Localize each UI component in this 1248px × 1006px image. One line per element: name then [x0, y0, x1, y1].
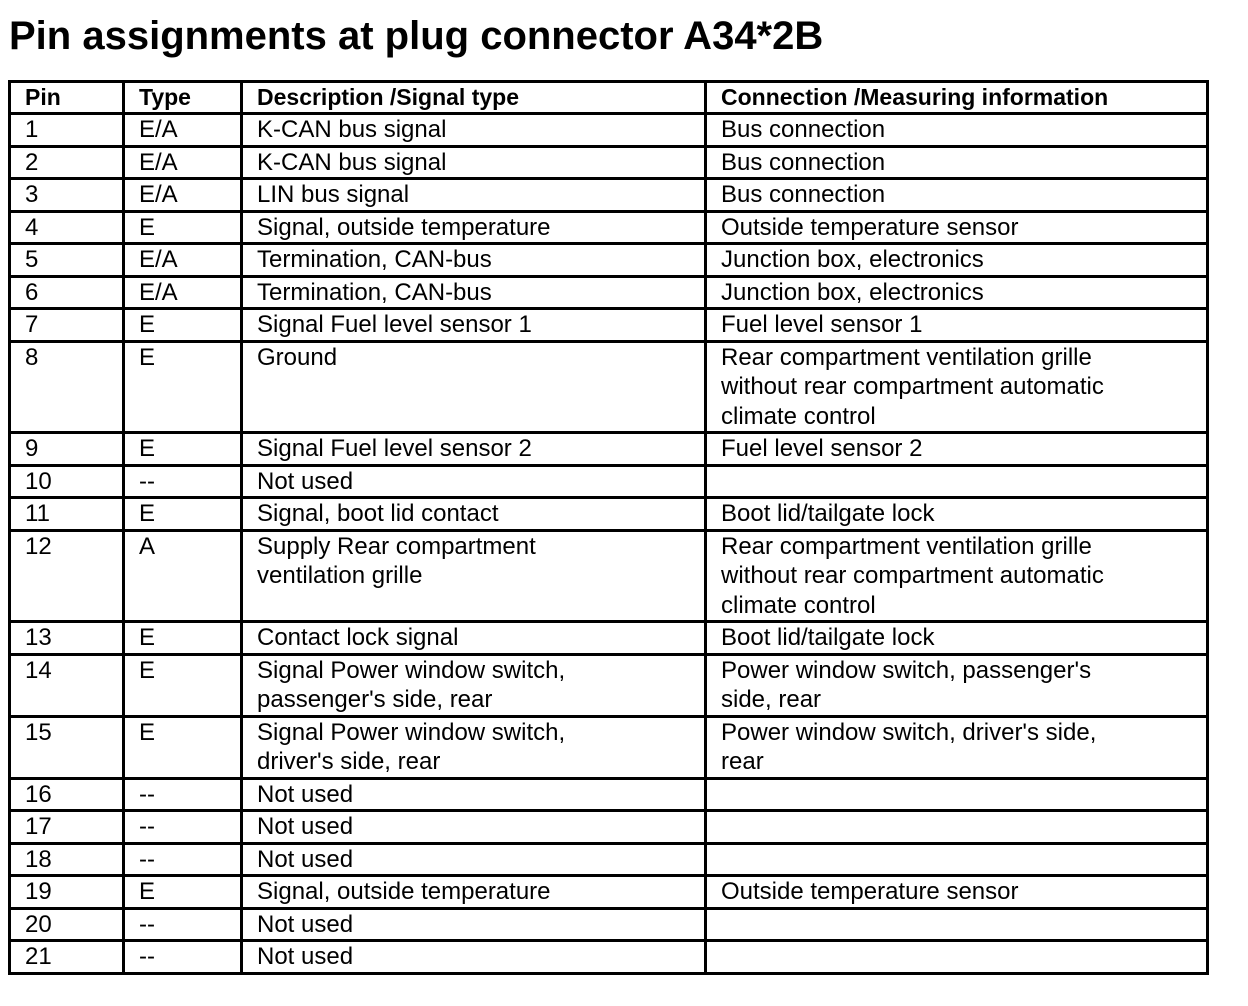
type-cell: -- — [124, 778, 242, 811]
table-row — [10, 876, 1208, 909]
pin-cell: 9 — [10, 433, 124, 466]
connection-cell: Boot lid/tailgate lock — [706, 622, 1208, 655]
description-cell: Signal Power window switch, driver's side, rear — [242, 716, 706, 778]
pin-cell: 12 — [10, 530, 124, 622]
pin-cell: 8 — [10, 341, 124, 433]
description-cell: K-CAN bus signal — [242, 114, 706, 147]
description-cell: Not used — [242, 908, 706, 941]
description-cell: Supply Rear compartment ventilation grille — [242, 530, 706, 622]
description-cell: Signal, boot lid contact — [242, 498, 706, 531]
pin-cell: 10 — [10, 465, 124, 498]
description-cell: Not used — [242, 778, 706, 811]
type-cell: -- — [124, 811, 242, 844]
table-row — [10, 211, 1208, 244]
table-row — [10, 465, 1208, 498]
table-row — [10, 843, 1208, 876]
pin-cell: 16 — [10, 778, 124, 811]
connection-cell: Bus connection — [706, 114, 1208, 147]
type-cell: E — [124, 309, 242, 342]
description-cell: Not used — [242, 465, 706, 498]
connection-cell: Bus connection — [706, 179, 1208, 212]
header-connection: Connection /Measuring information — [706, 82, 1208, 114]
table-row — [10, 654, 1208, 716]
description-cell: Signal Power window switch, passenger's side, rear — [242, 654, 706, 716]
type-cell: E — [124, 654, 242, 716]
table-row — [10, 341, 1208, 433]
type-cell: -- — [124, 843, 242, 876]
table-row — [10, 309, 1208, 342]
table-row — [10, 716, 1208, 778]
description-cell: Signal Fuel level sensor 1 — [242, 309, 706, 342]
pin-cell: 7 — [10, 309, 124, 342]
type-cell: -- — [124, 941, 242, 974]
description-cell: LIN bus signal — [242, 179, 706, 212]
type-cell: E/A — [124, 146, 242, 179]
pin-cell: 19 — [10, 876, 124, 909]
type-cell: E/A — [124, 114, 242, 147]
connection-cell: Outside temperature sensor — [706, 211, 1208, 244]
description-cell: Signal, outside temperature — [242, 876, 706, 909]
page-title: Pin assignments at plug connector A34*2B — [9, 14, 824, 58]
type-cell: E — [124, 498, 242, 531]
header-pin: Pin — [10, 82, 124, 114]
pin-cell: 14 — [10, 654, 124, 716]
header-description: Description /Signal type — [242, 82, 706, 114]
table-row — [10, 908, 1208, 941]
type-cell: E — [124, 433, 242, 466]
table-row — [10, 622, 1208, 655]
pin-assignment-table — [8, 80, 1209, 975]
type-cell: E — [124, 211, 242, 244]
table-row — [10, 433, 1208, 466]
description-cell: K-CAN bus signal — [242, 146, 706, 179]
type-cell: E/A — [124, 276, 242, 309]
pin-cell: 2 — [10, 146, 124, 179]
description-cell: Not used — [242, 941, 706, 974]
connection-cell: Rear compartment ventilation grille without rear compartment automatic climate control — [706, 341, 1208, 433]
table-row — [10, 244, 1208, 277]
pin-cell: 20 — [10, 908, 124, 941]
table-row — [10, 530, 1208, 622]
pin-cell: 5 — [10, 244, 124, 277]
type-cell: E/A — [124, 179, 242, 212]
table-header-row — [10, 82, 1208, 114]
pin-cell: 3 — [10, 179, 124, 212]
description-cell: Termination, CAN-bus — [242, 276, 706, 309]
type-cell: A — [124, 530, 242, 622]
description-cell: Not used — [242, 811, 706, 844]
connection-cell: Rear compartment ventilation grille without rear compartment automatic climate control — [706, 530, 1208, 622]
type-cell: E — [124, 716, 242, 778]
type-cell: E/A — [124, 244, 242, 277]
table-row — [10, 179, 1208, 212]
connection-cell: Fuel level sensor 1 — [706, 309, 1208, 342]
table-body — [10, 114, 1208, 974]
type-cell: E — [124, 341, 242, 433]
table-row — [10, 941, 1208, 974]
table-row — [10, 146, 1208, 179]
description-cell: Contact lock signal — [242, 622, 706, 655]
pin-cell: 13 — [10, 622, 124, 655]
table-row — [10, 498, 1208, 531]
type-cell: -- — [124, 465, 242, 498]
header-type: Type — [124, 82, 242, 114]
description-cell: Signal Fuel level sensor 2 — [242, 433, 706, 466]
pin-cell: 4 — [10, 211, 124, 244]
pin-cell: 11 — [10, 498, 124, 531]
table-row — [10, 114, 1208, 147]
table-row — [10, 811, 1208, 844]
type-cell: E — [124, 622, 242, 655]
connection-cell: Boot lid/tailgate lock — [706, 498, 1208, 531]
description-cell: Termination, CAN-bus — [242, 244, 706, 277]
connection-cell — [706, 941, 1208, 974]
description-cell: Not used — [242, 843, 706, 876]
type-cell: -- — [124, 908, 242, 941]
table-row — [10, 778, 1208, 811]
connection-cell: Power window switch, driver's side, rear — [706, 716, 1208, 778]
connection-cell: Junction box, electronics — [706, 244, 1208, 277]
connection-cell — [706, 465, 1208, 498]
pin-cell: 17 — [10, 811, 124, 844]
pin-cell: 1 — [10, 114, 124, 147]
connection-cell — [706, 778, 1208, 811]
pin-cell: 15 — [10, 716, 124, 778]
connection-cell: Fuel level sensor 2 — [706, 433, 1208, 466]
connection-cell: Junction box, electronics — [706, 276, 1208, 309]
description-cell: Ground — [242, 341, 706, 433]
connection-cell: Bus connection — [706, 146, 1208, 179]
connection-cell: Power window switch, passenger's side, rear — [706, 654, 1208, 716]
connection-cell — [706, 811, 1208, 844]
table-row — [10, 276, 1208, 309]
pin-cell: 6 — [10, 276, 124, 309]
connection-cell: Outside temperature sensor — [706, 876, 1208, 909]
description-cell: Signal, outside temperature — [242, 211, 706, 244]
pin-cell: 21 — [10, 941, 124, 974]
connection-cell — [706, 843, 1208, 876]
pin-cell: 18 — [10, 843, 124, 876]
connection-cell — [706, 908, 1208, 941]
type-cell: E — [124, 876, 242, 909]
